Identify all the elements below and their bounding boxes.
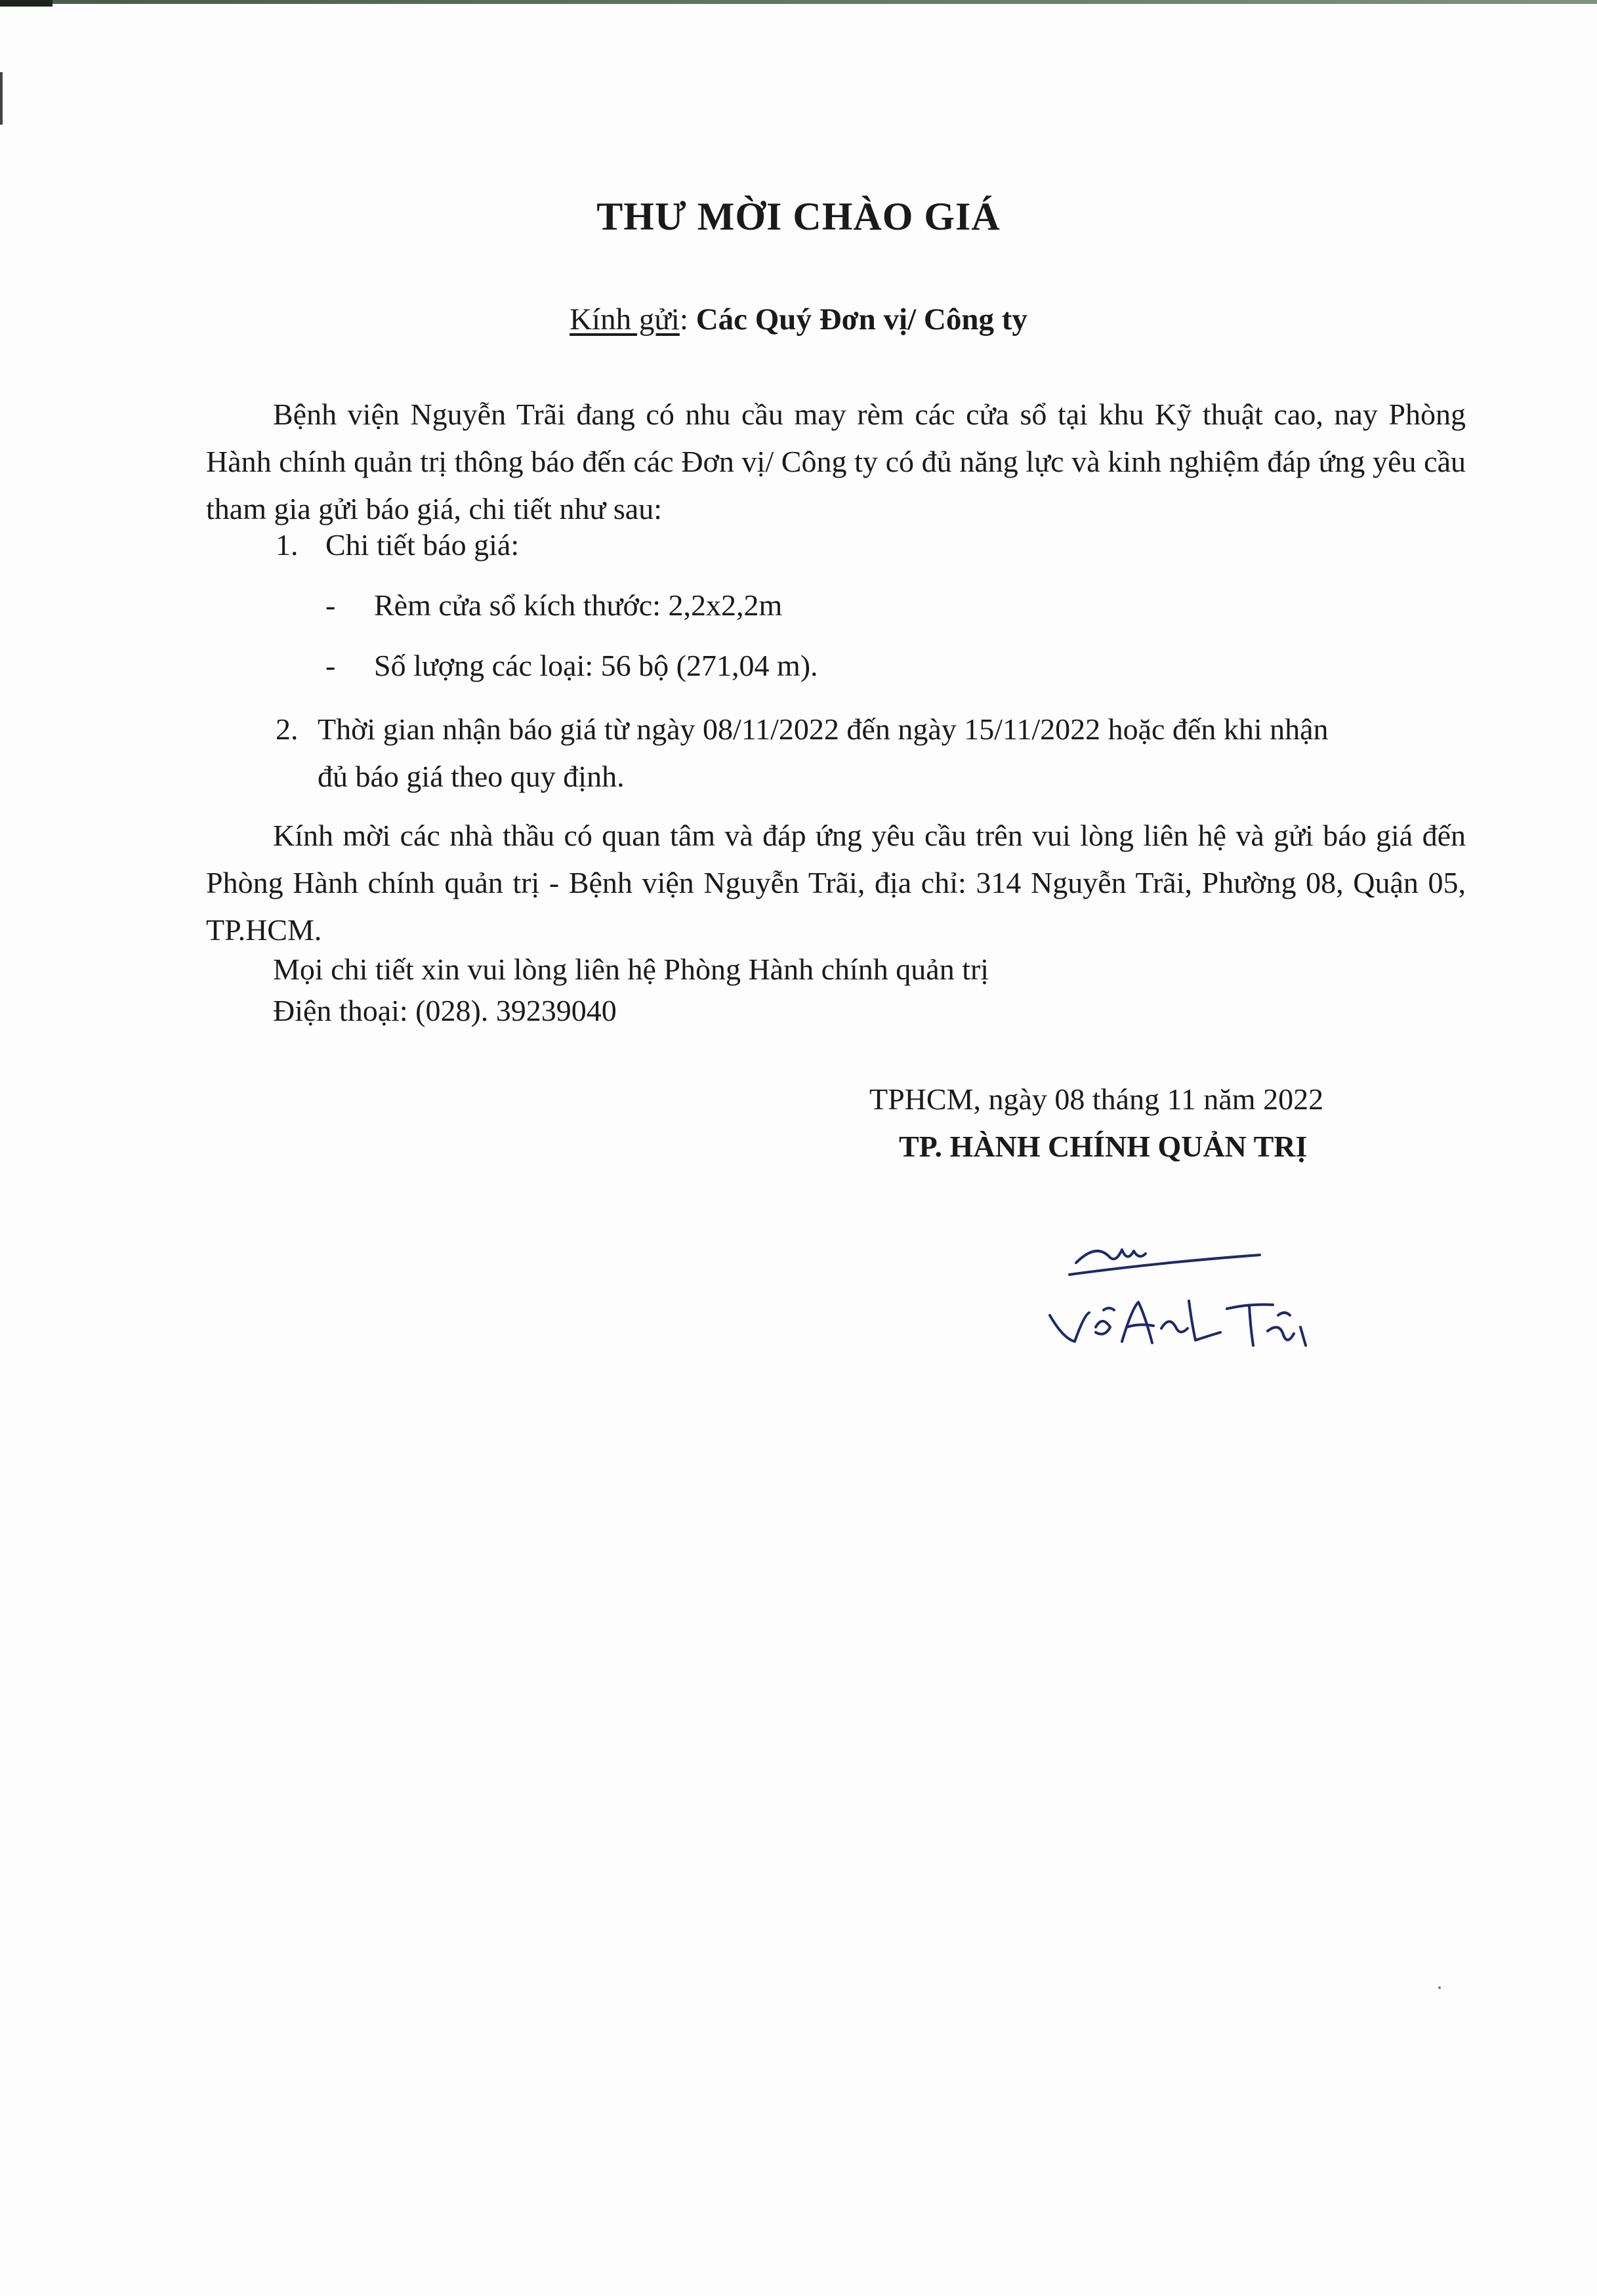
item-1-text: Chi tiết báo giá: — [325, 528, 520, 562]
item-2-line-1: Thời gian nhận báo giá từ ngày 08/11/2022 đến ngày 15/11/2022 hoặc đến khi nhận — [318, 712, 1329, 746]
item-2-number: 2. — [276, 712, 299, 746]
recipient-label: Kính gửi — [570, 302, 680, 337]
date-line: TPHCM, ngày 08 tháng 11 năm 2022 — [869, 1082, 1324, 1116]
phone-line: Điện thoại: (028). 39239040 — [273, 994, 617, 1027]
handwritten-signature — [1024, 1217, 1365, 1361]
signer-title: TP. HÀNH CHÍNH QUẢN TRỊ — [899, 1130, 1308, 1163]
recipient-separator: : — [679, 302, 696, 337]
sub-item-2-text: Số lượng các loại: 56 bộ (271,04 m). — [374, 649, 818, 682]
sub-item-1-text: Rèm cửa sổ kích thước: 2,2x2,2m — [374, 588, 783, 622]
recipient-line — [0, 302, 1597, 337]
contact-line: Mọi chi tiết xin vui lòng liên hệ Phòng Hành chính quản trị — [273, 953, 989, 986]
sub-item-2-dash: - — [325, 649, 336, 682]
item-2-line-2: đủ báo giá theo quy định. — [318, 760, 625, 793]
intro-paragraph: Bệnh viện Nguyễn Trãi đang có nhu cầu may rèm các cửa sổ tại khu Kỹ thuật cao, nay Phòng Hành chính quản trị thông báo đến các Đơn vị/ Công ty có đủ năng lực và kinh nghiệm đáp ứng yêu cầu tham gia gửi báo giá, chi tiết như sau: — [206, 398, 1466, 525]
item-1-number: 1. — [276, 528, 299, 562]
document-title: THƯ MỜI CHÀO GIÁ — [596, 195, 1001, 238]
sub-item-1-dash: - — [325, 588, 336, 622]
recipient-value: Các Quý Đơn vị/ Công ty — [695, 302, 1027, 337]
invitation-paragraph: Kính mời các nhà thầu có quan tâm và đáp ứng yêu cầu trên vui lòng liên hệ và gửi báo giá đến Phòng Hành chính quản trị - Bệnh viện Nguyễn Trãi, địa chỉ: 314 Nguyễn Trãi, Phường 08, Quận 05, TP.HCM. — [206, 819, 1466, 947]
scan-speck — [1438, 1986, 1441, 1989]
